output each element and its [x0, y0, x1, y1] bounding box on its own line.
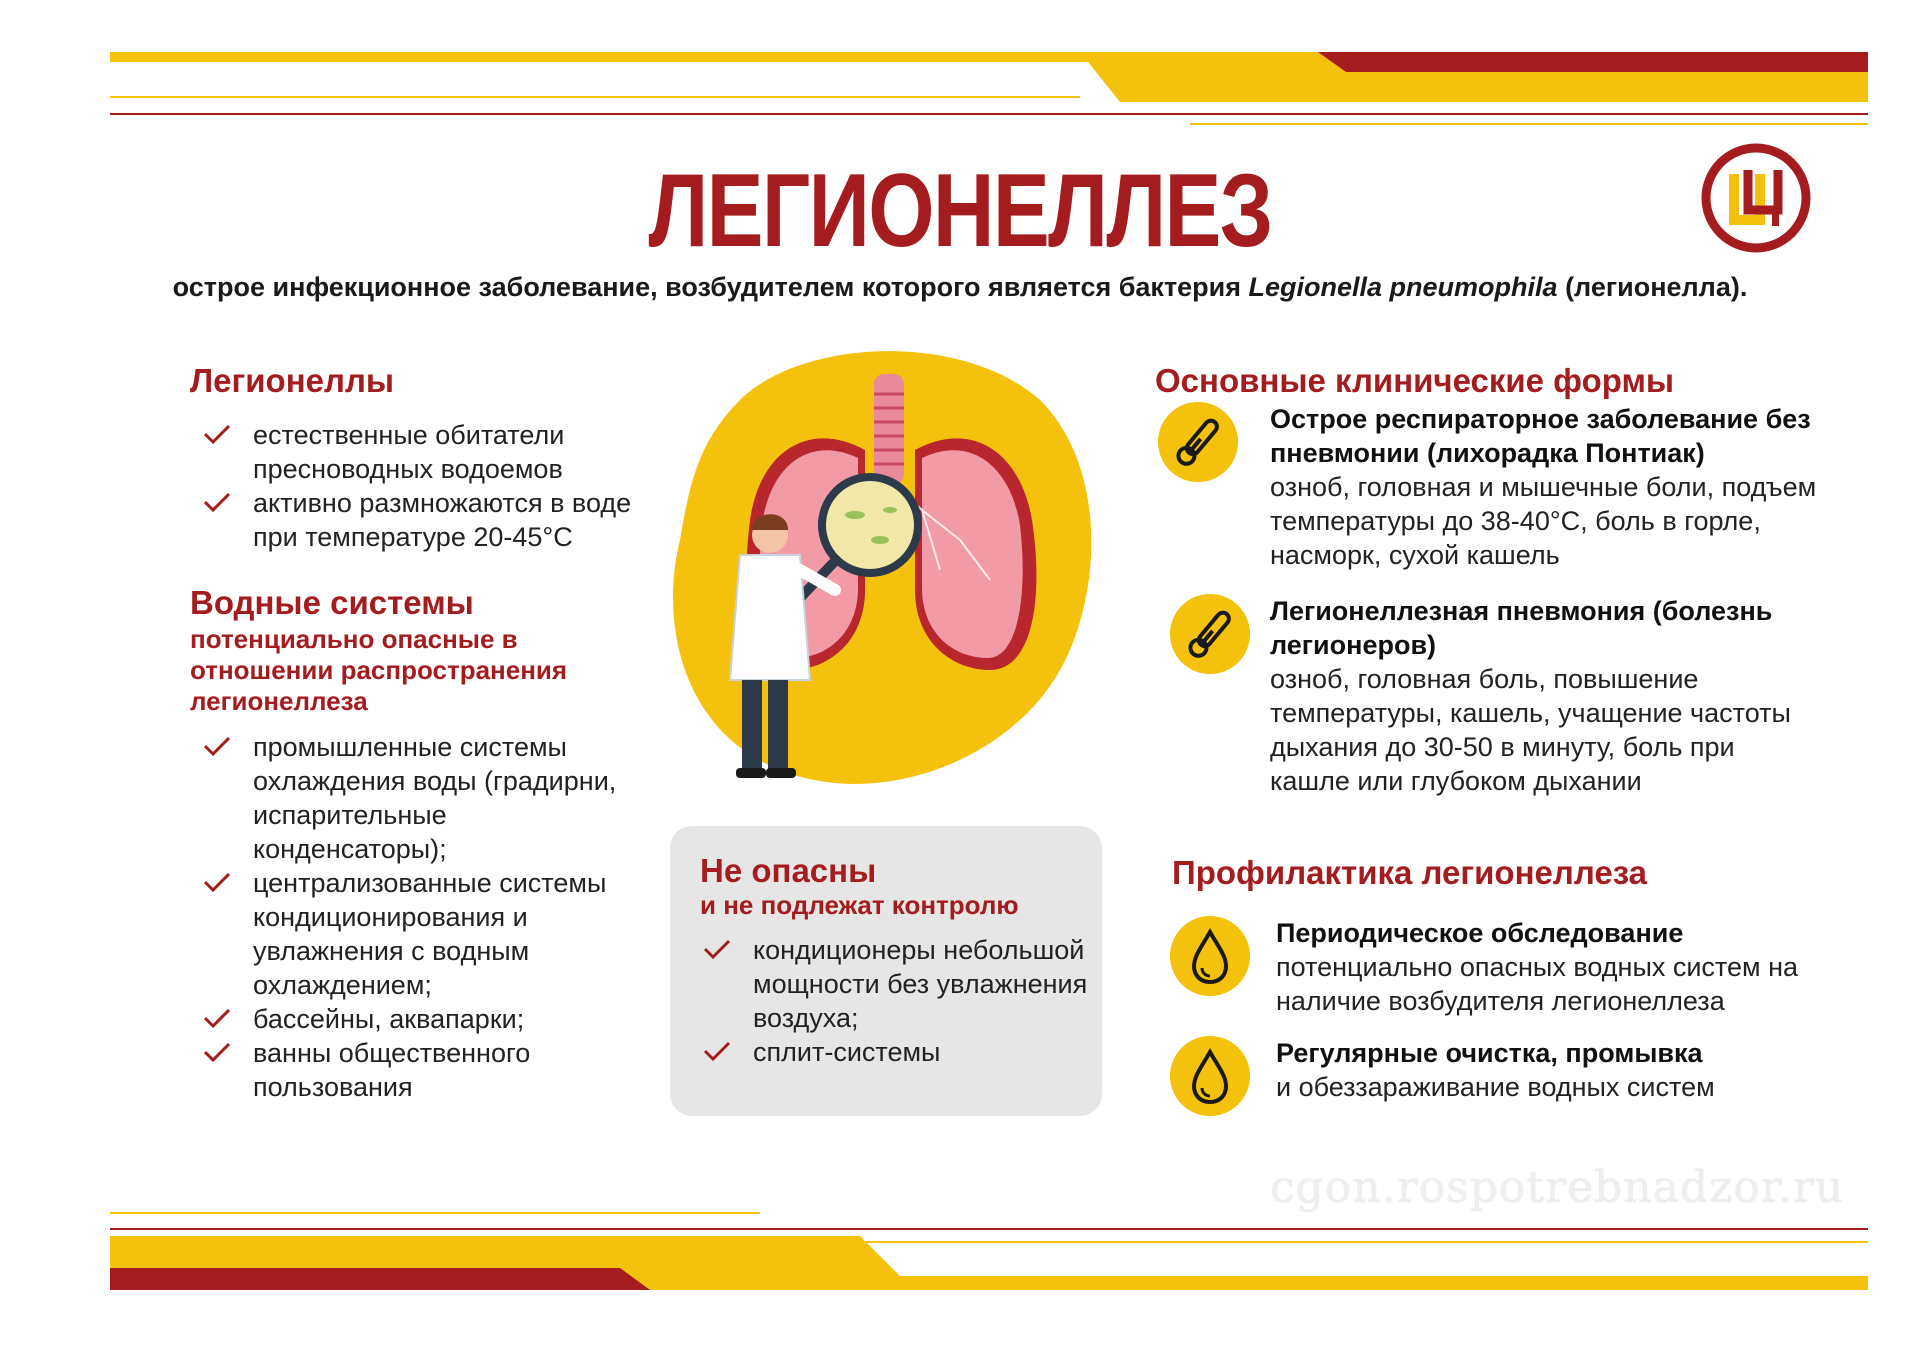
- clinical-form-title: Острое респираторное заболевание без пневмонии (лихорадка Понтиак): [1270, 404, 1811, 468]
- lungs-doctor-illustration: [660, 340, 1120, 800]
- check-icon: [202, 870, 232, 894]
- not-dangerous-subheading: и не подлежат контролю: [700, 890, 1019, 920]
- legionellae-list: [190, 418, 660, 554]
- prevention-text: потенциально опасных водных систем на наличие возбудителя легионеллеза: [1276, 952, 1799, 1016]
- check-icon: [202, 734, 232, 758]
- clinical-form-text: озноб, головная боль, повышение температуры, кашель, учащение частоты дыхания до 30-50 в минуту, боль при кашле или глубоком дыхании: [1270, 664, 1791, 796]
- water-systems-list: [190, 730, 640, 1104]
- top-decor-band: [0, 0, 1920, 130]
- clinical-form-item: [1170, 594, 1820, 814]
- not-dangerous-list: [690, 933, 1090, 1069]
- water-systems-heading: Водные системы: [190, 584, 474, 621]
- list-item: [190, 418, 660, 486]
- list-item-text: кондиционеры небольшой мощности без увлажнения воздуха;: [753, 935, 1088, 1033]
- clinical-form-item: [1158, 402, 1818, 582]
- thermometer-icon: [1158, 402, 1238, 482]
- rospotrebnadzor-logo-icon: [1698, 140, 1814, 256]
- list-item-text: промышленные системы охлаждения воды (градирни, испарительные конденсаторы);: [253, 732, 617, 864]
- check-icon: [202, 422, 232, 446]
- prevention-item: [1170, 916, 1820, 1026]
- check-icon: [202, 490, 232, 514]
- species-name: Legionella pneumophila: [1248, 272, 1558, 302]
- page-title: ЛЕГИОНЕЛЛЕЗ: [648, 153, 1272, 269]
- prevention-heading: Профилактика легионеллеза: [1172, 854, 1648, 891]
- list-item-text: сплит-системы: [753, 1037, 941, 1067]
- prevention-title: Периодическое обследование: [1276, 918, 1684, 948]
- check-icon: [202, 1006, 232, 1030]
- water-drop-icon: [1170, 916, 1250, 996]
- check-icon: [202, 1040, 232, 1064]
- check-icon: [702, 937, 732, 961]
- water-systems-subheading: потенциально опасные в отношении распространения легионеллеза: [190, 624, 568, 716]
- not-dangerous-heading: Не опасны: [700, 852, 877, 889]
- clinical-form-title: Легионеллезная пневмония (болезнь легионеров): [1270, 596, 1773, 660]
- list-item: [690, 1035, 1090, 1069]
- list-item: [190, 1036, 640, 1104]
- list-item-text: бассейны, аквапарки;: [253, 1004, 525, 1034]
- list-item-text: естественные обитатели пресноводных водоемов: [253, 420, 565, 484]
- list-item-text: активно размножаются в воде при температуре 20-45°С: [253, 488, 632, 552]
- subtitle-tail: (легионелла).: [1557, 272, 1748, 302]
- list-item: [190, 730, 640, 866]
- page-subtitle: [0, 272, 1920, 303]
- list-item: [690, 933, 1090, 1035]
- clinical-forms-heading: Основные клинические формы: [1155, 362, 1675, 399]
- check-icon: [702, 1039, 732, 1063]
- watermark-url: cgon.rospotrebnadzor.ru: [1270, 1162, 1845, 1213]
- prevention-title: Регулярные очистка, промывка: [1276, 1038, 1703, 1068]
- list-item: [190, 486, 660, 554]
- prevention-text: и обеззараживание водных систем: [1276, 1072, 1715, 1102]
- subtitle-text: острое инфекционное заболевание, возбудителем которого является бактерия: [172, 272, 1249, 302]
- list-item-text: централизованные системы кондиционирования и увлажнения с водным охлаждением;: [253, 868, 607, 1000]
- clinical-form-text: озноб, головная и мышечные боли, подъем температуры до 38-40°С, боль в горле, насморк, сухой кашель: [1270, 472, 1817, 570]
- list-item: [190, 866, 640, 1002]
- legionellae-heading: Легионеллы: [190, 362, 395, 399]
- list-item-text: ванны общественного пользования: [253, 1038, 531, 1102]
- thermometer-icon: [1170, 594, 1250, 674]
- water-drop-icon: [1170, 1036, 1250, 1116]
- prevention-item: [1170, 1036, 1820, 1126]
- list-item: [190, 1002, 640, 1036]
